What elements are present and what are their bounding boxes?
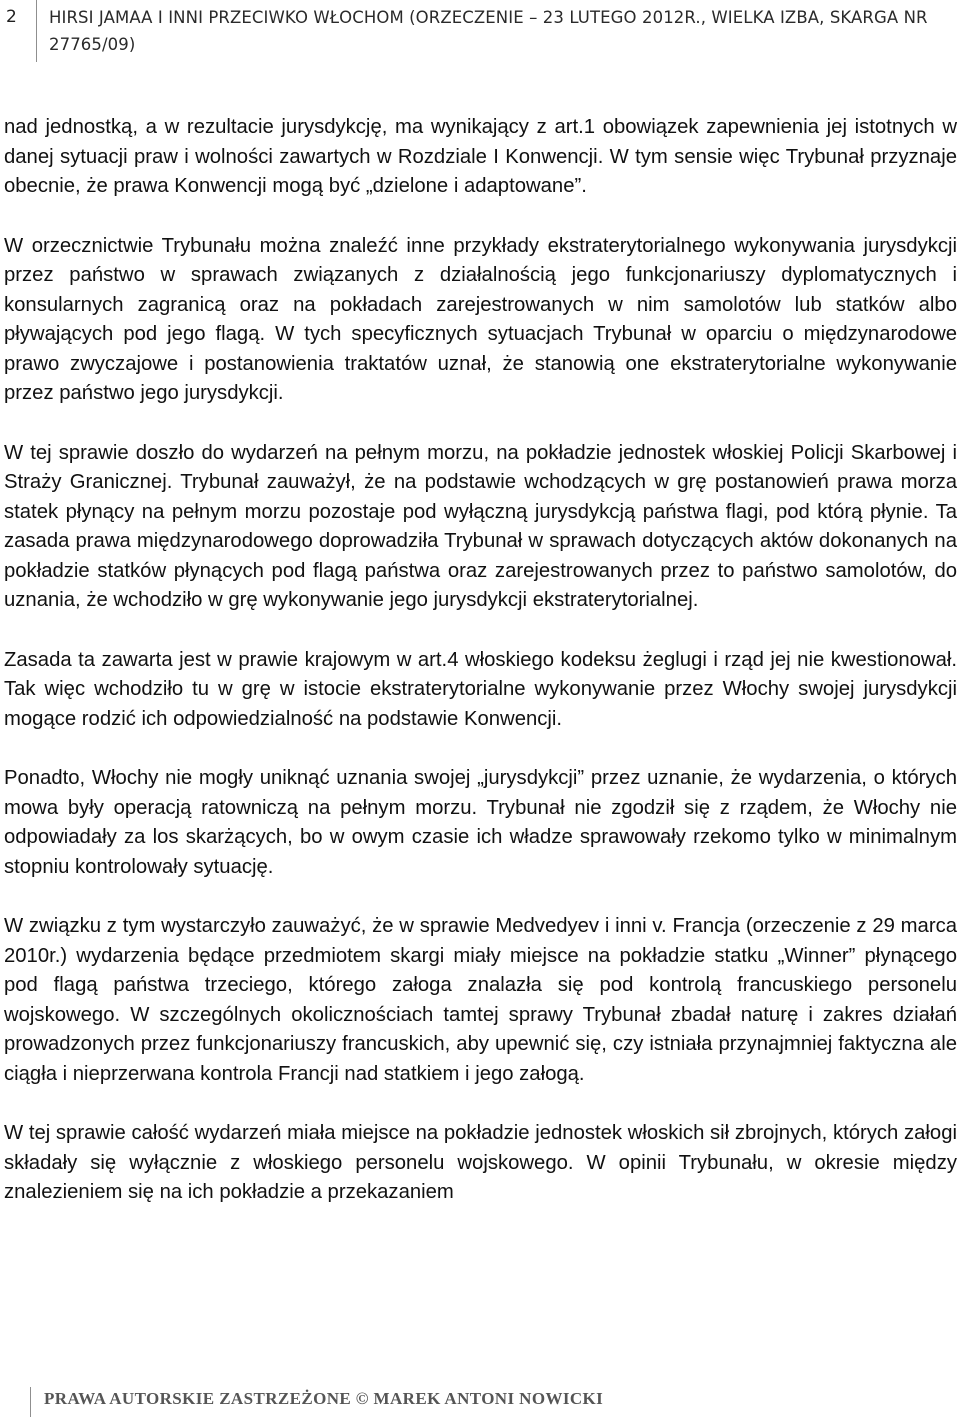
header-title: HIRSI JAMAA I INNI PRZECIWKO WŁOCHOM (ORZECZENIE – 23 LUTEGO 2012R., WIELKA IZBA, SKARGA NR 27765/09) (49, 8, 928, 54)
copyright-notice: PRAWA AUTORSKIE ZASTRZEŻONE © MAREK ANTONI NOWICKI (44, 1389, 604, 1408)
footer-divider (30, 1387, 31, 1417)
header-divider (36, 0, 37, 62)
document-body (4, 113, 957, 1237)
paragraph-2: W orzecznictwie Trybunału można znaleźć inne przykłady ekstraterytorialnego wykonywania jurysdykcji przez państwo w sprawach związanych z działalnością jego funkcjonariuszy dyplomatycznych i konsularnych zagranicą oraz na pokładach zarejestrowanych w nim samolotów lub statków albo pływających pod jego flagą. W tych specyficznych sytuacjach Trybunał w oparciu o międzynarodowe prawo zwyczajowe i postanowienia traktatów uznał, że stanowią one ekstraterytorialne wykonywanie przez państwo jego jurysdykcji. (4, 234, 957, 404)
paragraph-4: Zasada ta zawarta jest w prawie krajowym w art.4 włoskiego kodeksu żeglugi i rząd jej nie kwestionował. Tak więc wchodziło tu w grę w istocie ekstraterytorialne wykonywanie przez Włochy swojej jurysdykcji mogące rodzić ich odpowiedzialność na podstawie Konwencji. (4, 648, 957, 730)
page-number: 2 (6, 7, 17, 27)
paragraph-7: W tej sprawie całość wydarzeń miała miejsce na pokładzie jednostek włoskich sił zbrojnych, których załogi składały się wyłącznie z włoskiego personelu wojskowego. W opinii Trybunału, w okresie między znalezieniem się na ich pokładzie a przekazaniem (4, 1122, 957, 1203)
paragraph-6: W związku z tym wystarczyło zauważyć, że w sprawie Medvedyev i inni v. Francja (orzeczenie z 29 marca 2010r.) wydarzenia będące przedmiotem skargi miały miejsce na pokładzie statku „Winner” płynącego pod flagą państwa trzeciego, którego załoga znalazła się pod kontrolą francuskiego personelu wojskowego. W szczególnych okolicznościach tamtej sprawy Trybunał zbadał naturę i zakres działań prowadzonych przez funkcjonariuszy francuskich, aby upewnić się, czy istniała przynajmniej faktyczna ale ciągła i nieprzerwana kontrola Francji nad statkiem i jego załogą. (4, 915, 957, 1085)
page-footer (0, 1385, 960, 1417)
page-header (0, 0, 960, 62)
paragraph-5: Ponadto, Włochy nie mogły uniknąć uznania swojej „jurysdykcji” przez uznanie, że wydarzenia, o których mowa były operacją ratowniczą na pełnym morzu. Trybunał nie zgodził się z rządem, że Włochy nie odpowiadały za los skarżących, bo w owym czasie ich władze sprawowały rzekomo tylko w minimalnym stopniu kontrolowały sytuację. (4, 767, 957, 878)
paragraph-3: W tej sprawie doszło do wydarzeń na pełnym morzu, na pokładzie jednostek włoskiej Policji Skarbowej i Straży Granicznej. Trybunał zauważył, że na podstawie wchodzących w grę postanowień prawa morza statek płynący na pełnym morzu pozostaje pod wyłączną jurysdykcją państwa flagi, pod którą płynie. Ta zasada prawa międzynarodowego doprowadziła Trybunał w sprawach dotyczących aktów dokonanych na pokładzie statków płynących pod flagą państwa oraz zarejestrowanych przez to państwo samolotów, do uznania, że wchodziło w grę wykonywanie jego jurysdykcji ekstraterytorialnej. (4, 441, 957, 611)
paragraph-1: nad jednostką, a w rezultacie jurysdykcję, ma wynikający z art.1 obowiązek zapewnienia jej istotnych w danej sytuacji praw i wolności zawartych w Rozdziale I Konwencji. W tym sensie więc Trybunał przyznaje obecnie, że prawa Konwencji mogą być „dzielone i adaptowane”. (4, 116, 957, 197)
